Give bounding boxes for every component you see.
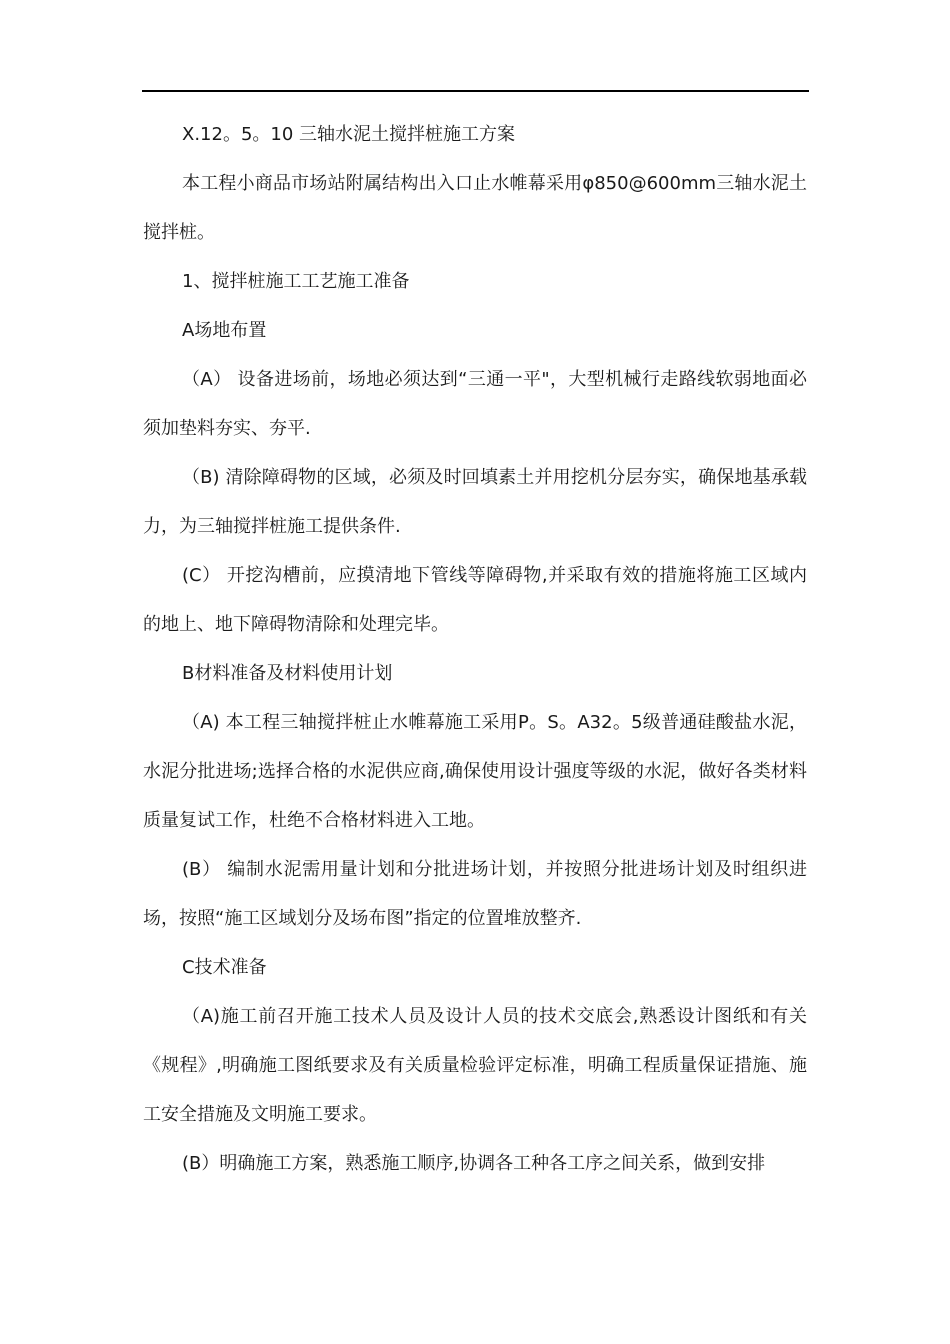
header-rule	[142, 90, 809, 92]
paragraph-site-b: （B) 清除障碍物的区域，必须及时回填素土并用挖机分层夯实，确保地基承载力，为三轴搅拌桩施工提供条件.	[143, 467, 807, 537]
paragraph-intro: 本工程小商品市场站附属结构出入口止水帷幕采用φ850@600mm三轴水泥土搅拌桩。	[143, 173, 807, 243]
subheading-site-layout: A场地布置	[182, 320, 267, 341]
subheading-material-preparation: B材料准备及材料使用计划	[182, 663, 393, 684]
paragraph-technical-a: （A)施工前召开施工技术人员及设计人员的技术交底会,熟悉设计图纸和有关《规程》,明确施工图纸要求及有关质量检验评定标准，明确工程质量保证措施、施工安全措施及文明施工要求。	[143, 1006, 807, 1125]
subheading-technical-preparation: C技术准备	[182, 957, 267, 978]
paragraph-material-a: （A) 本工程三轴搅拌桩止水帷幕施工采用P。S。A32。5级普通硅酸盐水泥，水泥分批进场;选择合格的水泥供应商,确保使用设计强度等级的水泥，做好各类材料质量复试工作，杜绝不合格材料进入工地。	[143, 712, 807, 831]
document-body	[143, 110, 807, 1188]
paragraph-technical-b: (B）明确施工方案，熟悉施工顺序,协调各工种各工序之间关系，做到安排	[182, 1153, 766, 1174]
paragraph-material-b: (B） 编制水泥需用量计划和分批进场计划，并按照分批进场计划及时组织进场，按照“施工区域划分及场布图”指定的位置堆放整齐.	[143, 859, 807, 929]
paragraph-site-a: （A） 设备进场前，场地必须达到“三通一平"，大型机械行走路线软弱地面必须加垫料夯实、夯平.	[143, 369, 807, 439]
heading-construction-preparation: 1、搅拌桩施工工艺施工准备	[182, 271, 410, 292]
paragraph-site-c: (C） 开挖沟槽前，应摸清地下管线等障碍物,并采取有效的措施将施工区域内的地上、地下障碍物清除和处理完毕。	[143, 565, 807, 635]
section-title: X.12。5。10 三轴水泥土搅拌桩施工方案	[182, 124, 516, 145]
